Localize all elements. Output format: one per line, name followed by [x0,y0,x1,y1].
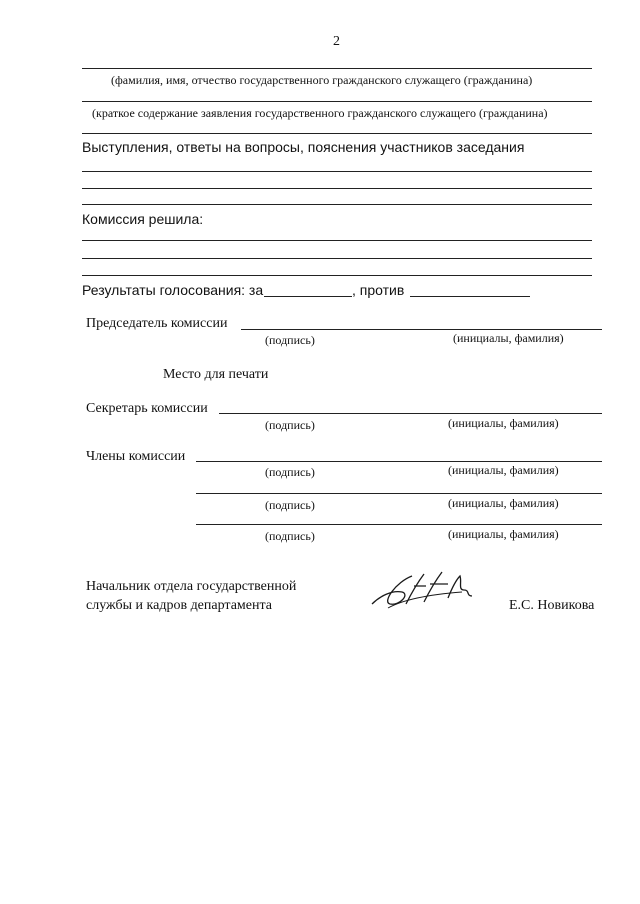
chairman-line [241,329,602,330]
secretary-initials-caption: (инициалы, фамилия) [448,416,559,430]
speeches-line-2 [82,188,592,189]
decision-line-3 [82,275,592,276]
page-number: 2 [333,34,340,49]
member-1-signature-caption: (подпись) [265,465,315,479]
seal-place-label: Место для печати [163,367,269,382]
speeches-line-3 [82,204,592,205]
fio-caption: (фамилия, имя, отчество государственного гражданского служащего (гражданина) [111,73,533,87]
footer-position-line-2: службы и кадров департамента [86,598,272,613]
voting-label: Результаты голосования: за [82,282,264,298]
speeches-label: Выступления, ответы на вопросы, пояснения участников заседания [82,139,525,155]
footer-signer-name: Е.С. Новикова [509,598,595,613]
decision-line-2 [82,258,592,259]
member-3-initials-caption: (инициалы, фамилия) [448,527,559,541]
voting-against-blank [410,296,530,297]
member-line-3 [196,524,602,525]
member-2-signature-caption: (подпись) [265,498,315,512]
chairman-label: Председатель комиссии [86,316,228,331]
secretary-label: Секретарь комиссии [86,401,208,416]
member-1-initials-caption: (инициалы, фамилия) [448,463,559,477]
member-line-2 [196,493,602,494]
footer-position-line-1: Начальник отдела государственной [86,579,297,594]
chairman-initials-caption: (инициалы, фамилия) [453,331,564,345]
member-line-1 [196,461,602,462]
chairman-signature-caption: (подпись) [265,333,315,347]
members-label: Члены комиссии [86,449,186,464]
member-2-initials-caption: (инициалы, фамилия) [448,496,559,510]
speeches-line-1 [82,171,592,172]
voting-for-blank [264,296,352,297]
summary-line [82,101,592,102]
member-3-signature-caption: (подпись) [265,529,315,543]
fio-line [82,68,592,69]
voting-against-label: , против [352,282,405,298]
summary-caption: (краткое содержание заявления государственного гражданского служащего (гражданина) [92,106,548,120]
secretary-signature-caption: (подпись) [265,418,315,432]
decision-line-1 [82,240,592,241]
handwritten-signature [366,568,478,614]
commission-decided-label: Комиссия решила: [82,211,204,227]
secretary-line [219,413,602,414]
summary-underline [82,133,592,134]
